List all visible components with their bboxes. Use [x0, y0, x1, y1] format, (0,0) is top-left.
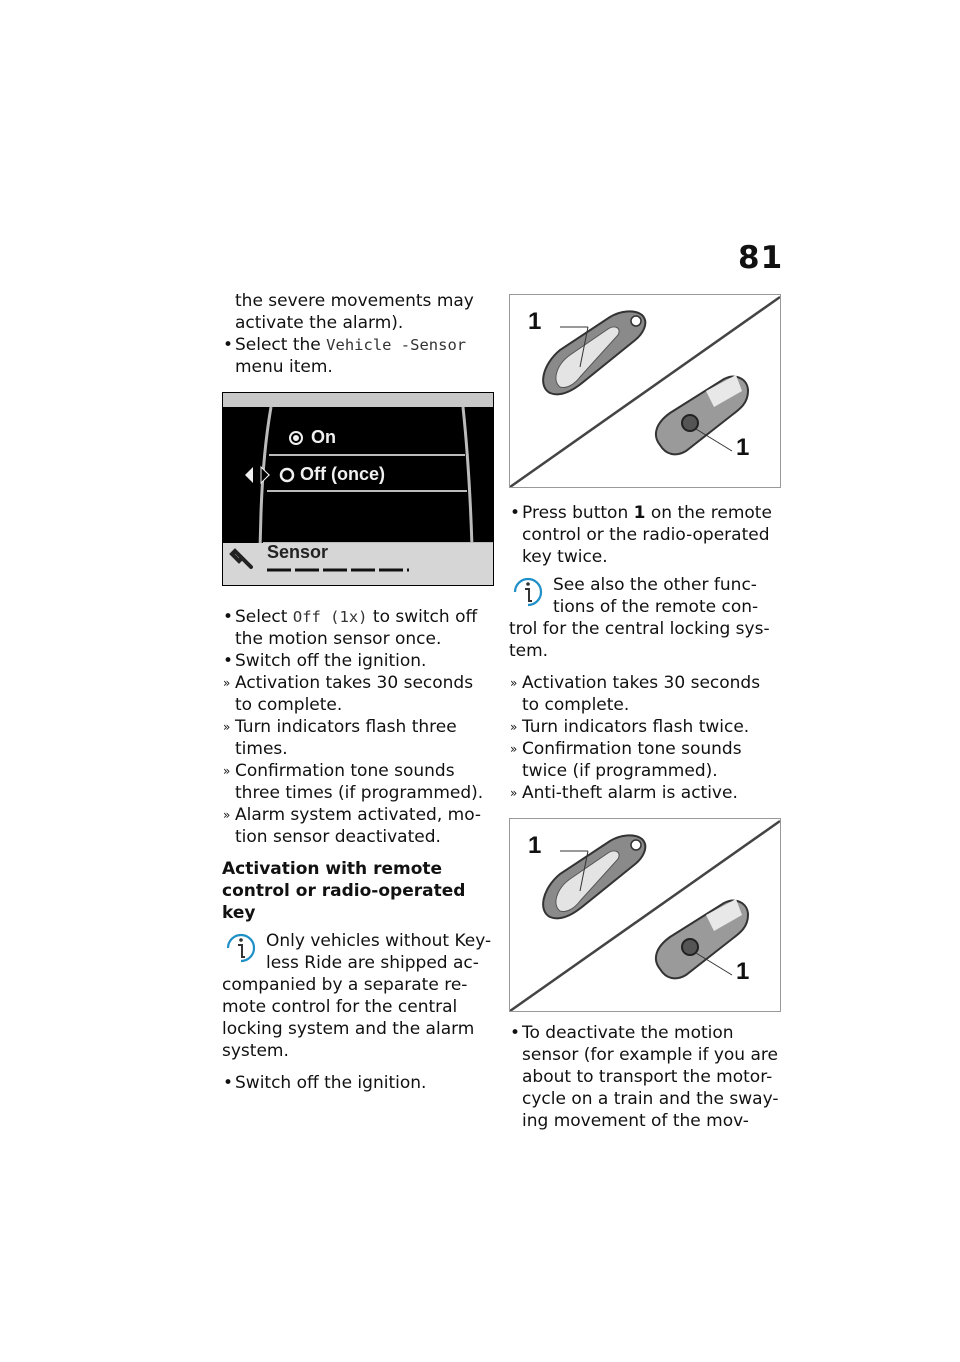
option-off-once-label: Off (once) — [300, 464, 385, 484]
section-heading: Activation with remote control or radio-operated key — [222, 859, 466, 923]
callout-label-1: 1 — [736, 434, 750, 461]
bullet-select-off — [222, 606, 494, 650]
info-note — [509, 574, 781, 662]
result-item: » Turn indicators flash twice. — [509, 716, 781, 738]
option-on-label: On — [311, 427, 336, 447]
bullet-deactivate-sensor: • To deactivate the motion sensor (for example if you are about to transport the motor-cycle on a train and the sway-ing movement of the mov- — [509, 1022, 781, 1132]
page-number: 81 — [738, 240, 784, 276]
right-column — [509, 290, 781, 1132]
callout-label-1: 1 — [736, 958, 750, 985]
callout-label-1: 1 — [528, 832, 542, 859]
bullet-switch-off-ignition-2: • Switch off the ignition. — [222, 1072, 494, 1094]
bullet-press-button — [509, 502, 781, 568]
text: to switch off the motion sensor once. — [235, 607, 478, 649]
left-column — [222, 290, 494, 1094]
intro-continuation: the severe movements may activate the alarm). — [235, 291, 474, 333]
display-screenshot-figure — [222, 392, 494, 586]
menu-option: Off (1x) — [292, 608, 368, 626]
info-icon — [222, 930, 260, 966]
result-item: » Alarm system activated, mo-tion sensor deactivated. — [222, 804, 494, 848]
info-text: See also the other func-tions of the remote con-trol for the central locking sys-tem. — [509, 575, 770, 661]
result-item: » Turn indicators flash three times. — [222, 716, 494, 760]
result-item: » Activation takes 30 seconds to complete. — [509, 672, 781, 716]
text: Select the — [235, 335, 327, 355]
bullet-switch-off-ignition: • Switch off the ignition. — [222, 650, 494, 672]
result-item: » Confirmation tone sounds twice (if programmed). — [509, 738, 781, 782]
result-item: » Activation takes 30 seconds to complete. — [222, 672, 494, 716]
button-ref: 1 — [633, 503, 646, 523]
result-item: » Confirmation tone sounds three times (if programmed). — [222, 760, 494, 804]
menu-path: Vehicle -Sensor — [326, 336, 467, 354]
display-illustration — [223, 393, 493, 585]
bullet-select-sensor — [222, 334, 494, 378]
menu-title-sensor: Sensor — [267, 542, 329, 562]
text: menu item. — [235, 357, 333, 377]
info-icon — [509, 574, 547, 610]
remote-key-figure-2 — [509, 818, 781, 1012]
result-item: » Anti-theft alarm is active. — [509, 782, 781, 804]
text: Press button — [522, 503, 634, 523]
remote-key-figure-1 — [509, 294, 781, 488]
callout-label-1: 1 — [528, 308, 542, 335]
text: Select — [235, 607, 293, 627]
text: on the remote control or the radio-operated key twice. — [522, 503, 772, 567]
info-note — [222, 930, 494, 1062]
info-text: Only vehicles without Key-less Ride are shipped ac-companied by a separate re-mote control for the central locking system and the alarm system. — [222, 931, 492, 1061]
